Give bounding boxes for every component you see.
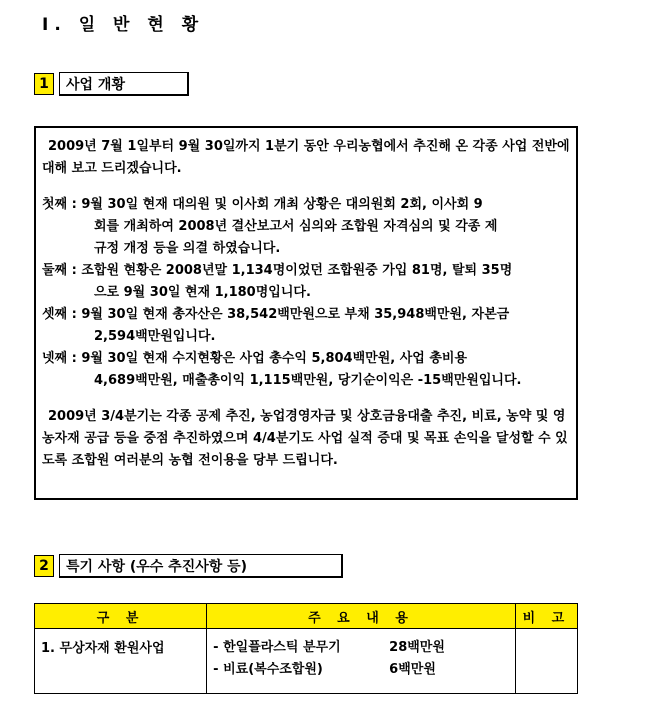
table-header: 구 분	[35, 604, 207, 629]
section-number: 2	[34, 555, 54, 577]
item-lead: 둘째 :	[42, 263, 82, 278]
section-label: 사업 개황	[59, 72, 189, 96]
page-title: Ⅰ. 일 반 현 황	[42, 15, 205, 35]
section-header-1	[34, 72, 189, 96]
section-label: 특기 사항 (우수 추진사항 등)	[59, 554, 343, 578]
section-header-2	[34, 554, 343, 578]
overview-item: 둘째 : 조합원 현황은 2008년말 1,134명이었던 조합원중 가입 81명, 탈퇴 35명 으로 9월 30일 현재 1,180명입니다.	[42, 263, 513, 300]
content-item: - 한일플라스틱 분무기	[213, 640, 341, 655]
overview-item: 첫째 : 9월 30일 현재 대의원 및 이사회 개최 상황은 대의원회 2회, 이사회 9 회를 개최하여 2008년 결산보고서 심의와 조합원 자격심의 및 각종 제 규정 개정 등을 의결 하였습니다.	[42, 197, 498, 256]
content-item: - 비료(복수조합원)	[213, 662, 323, 677]
table-cell-content	[207, 629, 516, 694]
table-header: 주 요 내 용	[207, 604, 516, 629]
item-lead: 셋째 :	[42, 307, 82, 322]
section-number: 1	[34, 73, 54, 95]
special-items-table	[34, 603, 578, 694]
content-amount: 6백만원	[389, 662, 436, 677]
table-header: 비 고	[515, 604, 577, 629]
overview-box	[34, 126, 578, 500]
overview-item: 넷째 : 9월 30일 현재 수지현황은 사업 총수익 5,804백만원, 사업 총비용 4,689백만원, 매출총이익 1,115백만원, 당기순이익은 -15백만원입니다.	[42, 351, 522, 388]
item-lead: 넷째 :	[42, 351, 82, 366]
table-cell-note	[515, 629, 577, 694]
table-row	[35, 629, 578, 694]
overview-closing: 2009년 3/4분기는 각종 공제 추진, 농업경영자금 및 상호금융대출 추진, 비료, 농약 및 영농자재 공급 등을 중점 추진하였으며 4/4분기도 사업 실적 증대 및 목표 손익을 달성할 수 있도록 조합원 여러분의 농협 전이용을 당부 드립니다.	[42, 409, 568, 468]
content-amount: 28백만원	[389, 640, 445, 655]
overview-item: 셋째 : 9월 30일 현재 총자산은 38,542백만원으로 부채 35,948백만원, 자본금 2,594백만원입니다.	[42, 307, 510, 344]
table-cell-category: 1. 무상자재 환원사업	[35, 629, 207, 694]
item-lead: 첫째 :	[42, 197, 82, 212]
overview-intro: 2009년 7월 1일부터 9월 30일까지 1분기 동안 우리농협에서 추진해 온 각종 사업 전반에 대해 보고 드리겠습니다.	[42, 139, 570, 176]
